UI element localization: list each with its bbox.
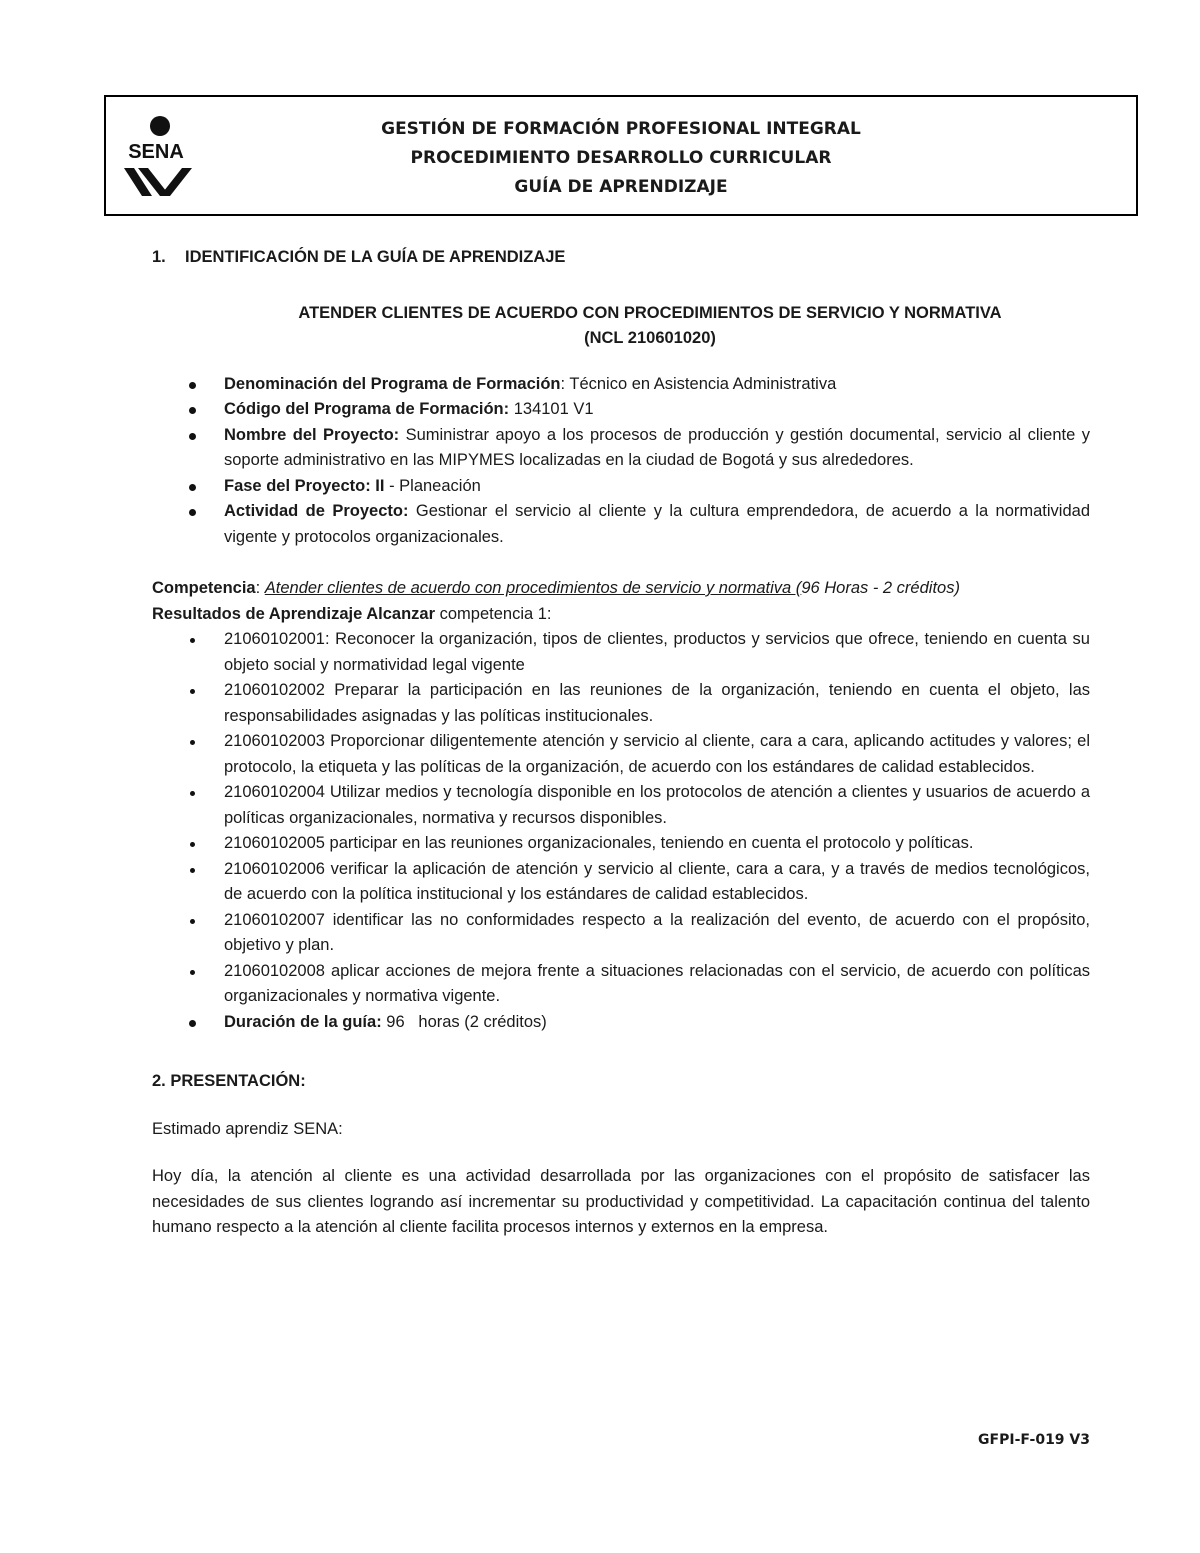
section-1-number: 1. (152, 248, 166, 266)
result-item: 21060102007 identificar las no conformidades respecto a la realización del evento, de acuerdo con el propósito, objetivo y plan. (152, 908, 1090, 959)
program-info-item (152, 397, 1090, 423)
program-info-list (152, 372, 1090, 551)
competencia-separator: : (255, 579, 265, 597)
section-1-title: IDENTIFICACIÓN DE LA GUÍA DE APRENDIZAJE (185, 248, 566, 266)
resultados-rest: competencia 1: (435, 604, 552, 623)
competencia-link: Atender clientes de acuerdo con procedimientos de servicio y normativa ( (264, 579, 802, 597)
result-item: 21060102001: Reconocer la organización, tipos de clientes, productos y servicios que ofrece, teniendo en cuenta su objeto social y normatividad legal vigente (152, 627, 1090, 678)
duration-value: 96 horas (2 créditos) (381, 1012, 547, 1031)
result-item: 21060102005 participar en las reuniones organizacionales, teniendo en cuenta el protocolo y políticas. (152, 831, 1090, 857)
item-value: Técnico en Asistencia Administrativa (569, 374, 837, 393)
item-value: 134101 V1 (513, 400, 594, 418)
result-item: 21060102003 Proporcionar diligentemente atención y servicio al cliente, cara a cara, aplicando actitudes y valores; el protocolo, la etiqueta y las políticas de la organización, de acuerdo con los estándares de calidad establecidos. (152, 729, 1090, 780)
competencia-rest: 96 Horas - 2 créditos) (801, 579, 960, 597)
result-item: 21060102008 aplicar acciones de mejora frente a situaciones relacionadas con el servicio, de acuerdo con políticas organizacionales y normativa vigente. (152, 959, 1090, 1010)
section-1-heading (119, 245, 1090, 271)
item-label: Denominación del Programa de Formación (224, 374, 561, 393)
duration-list (152, 1010, 1090, 1036)
item-separator: : (560, 374, 570, 393)
result-item: 21060102004 Utilizar medios y tecnología disponible en los protocolos de atención a clientes y usuarios de acuerdo a políticas organizacionales, normativa y recursos disponibles. (152, 780, 1090, 831)
item-separator (408, 502, 415, 520)
document-body (152, 245, 1090, 1241)
program-info-item (152, 372, 1090, 398)
item-label: Código del Programa de Formación: (224, 400, 510, 418)
document-header (104, 95, 1138, 216)
logo-text: SENA (128, 141, 184, 163)
result-item: 21060102006 verificar la aplicación de atención y servicio al cliente, cara a cara, y a través de medios tecnológicos, de acuerdo con la política institucional y los estándares de calidad establecidos. (152, 857, 1090, 908)
duration-label: Duración de la guía: (224, 1012, 382, 1031)
form-code: GFPI-F-019 V3 (978, 1432, 1090, 1448)
item-label: Fase del Proyecto: II (224, 476, 385, 495)
resultados-heading (152, 602, 1090, 628)
presentation-paragraph: Hoy día, la atención al cliente es una actividad desarrollada por las organizaciones con el propósito de satisfacer las necesidades de sus clientes logrando así incrementar su productividad y competitividad. La capacitación continua del talento humano respecto a la atención al cliente facilita procesos internos y externos en la empresa. (152, 1167, 1090, 1236)
header-line-3: GUÍA DE APRENDIZAJE (514, 177, 728, 197)
program-info-item (152, 499, 1090, 550)
resultados-label: Resultados de Aprendizaje Alcanzar (152, 604, 436, 623)
guide-title-line-1: ATENDER CLIENTES DE ACUERDO CON PROCEDIMIENTOS DE SERVICIO Y NORMATIVA (298, 303, 1002, 322)
duration-item (152, 1010, 1090, 1036)
competencia (152, 576, 1090, 602)
header-line-2: PROCEDIMIENTO DESARROLLO CURRICULAR (410, 148, 832, 168)
greeting: Estimado aprendiz SENA: (152, 1119, 343, 1138)
guide-title (152, 301, 1090, 352)
competencia-label: Competencia (152, 579, 256, 597)
results-list (152, 627, 1090, 1010)
program-info-item (152, 474, 1090, 500)
result-item: 21060102002 Preparar la participación en las reuniones de la organización, teniendo en cuenta el objeto, las responsabilidades asignadas y las políticas institucionales. (152, 678, 1090, 729)
guide-title-line-2: (NCL 210601020) (584, 329, 716, 347)
section-2-heading: 2. PRESENTACIÓN: (152, 1072, 306, 1090)
program-info-item (152, 423, 1090, 474)
item-value: Gestionar el servicio al cliente y la cultura emprendedora, de acuerdo a la normatividad vigente y protocolos organizacionales. (224, 502, 1091, 546)
item-value: Suministrar apoyo a los procesos de producción y gestión documental, servicio al cliente y soporte administrativo en las MIPYMES localizadas en la ciudad de Bogotá y sus alrededores. (224, 425, 1090, 469)
item-value: - Planeación (389, 476, 481, 495)
item-label: Actividad de Proyecto: (224, 502, 409, 520)
header-line-1: GESTIÓN DE FORMACIÓN PROFESIONAL INTEGRAL (381, 119, 861, 139)
item-label: Nombre del Proyecto: (224, 425, 400, 444)
